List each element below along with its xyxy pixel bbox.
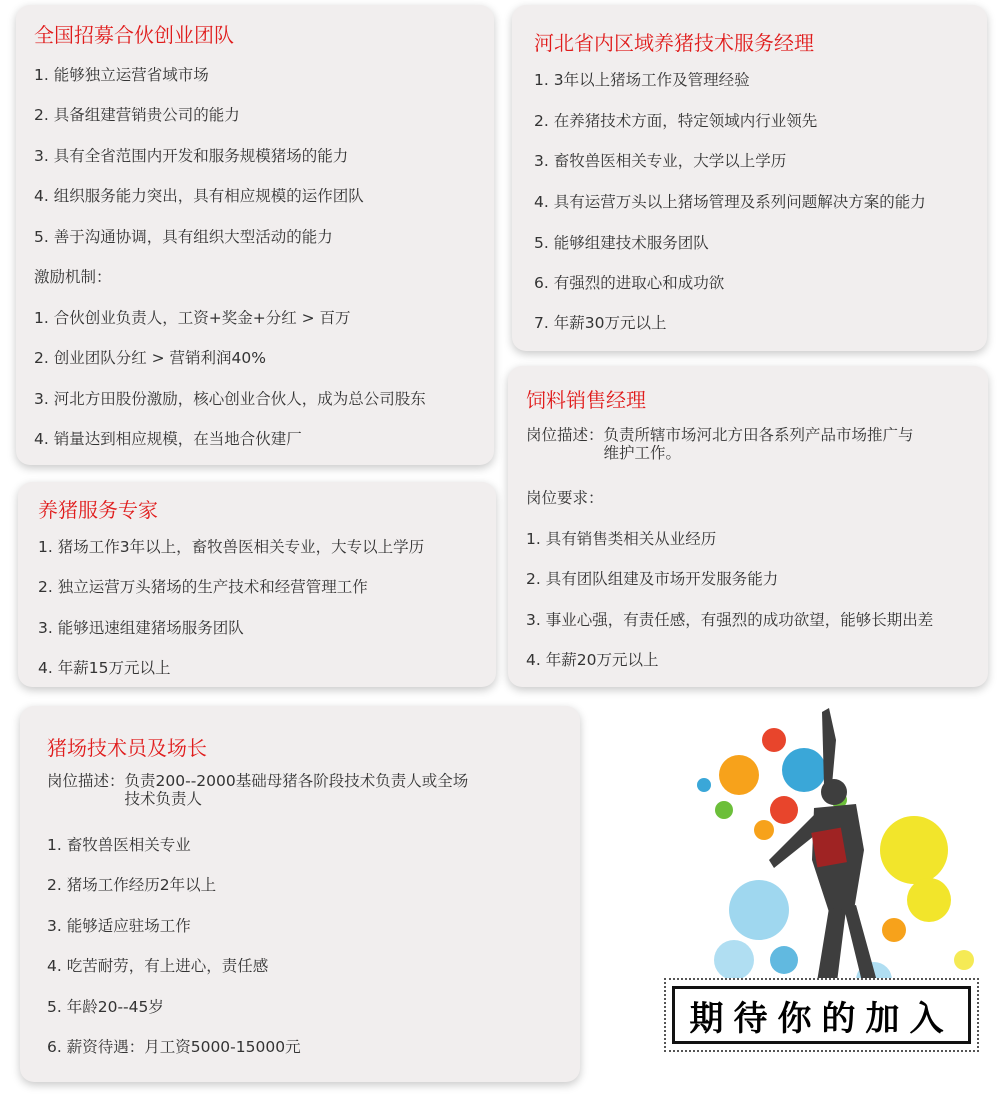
job-description [526,426,946,462]
list-item: 3. 畜牧兽医相关专业，大学以上学历 [534,152,787,170]
list-item: 4. 年薪15万元以上 [38,659,171,677]
desc-label: 岗位描述： [47,772,125,790]
recruit-partner-card [16,5,494,465]
list-item: 3. 能够迅速组建猪场服务团队 [38,619,244,637]
list-item: 3. 具有全省范围内开发和服务规模猪场的能力 [34,147,349,165]
list-item: 4. 组织服务能力突出，具有相应规模的运作团队 [34,187,364,205]
join-us-text: 期待你的加入 [689,998,954,1039]
list-item: 4. 销量达到相应规模，在当地合伙建厂 [34,430,302,448]
card-title: 全国招募合伙创业团队 [34,23,234,47]
list-item: 1. 具有销售类相关从业经历 [526,530,717,548]
pig-farm-technician-card [20,706,580,1082]
list-item: 7. 年薪30万元以上 [534,314,667,332]
list-item: 4. 吃苦耐劳，有上进心，责任感 [47,957,269,975]
section-label: 岗位要求： [526,489,604,507]
list-item: 6. 有强烈的进取心和成功欲 [534,274,725,292]
list-item: 1. 畜牧兽医相关专业 [47,836,191,854]
list-item: 5. 年龄20--45岁 [47,998,164,1016]
list-item: 2. 在养猪技术方面，特定领域内行业领先 [534,112,818,130]
card-title: 养猪服务专家 [38,498,158,522]
tech-service-manager-card [512,5,987,351]
join-us-frame [672,986,971,1044]
list-item: 4. 年薪20万元以上 [526,651,659,669]
card-title: 猪场技术员及场长 [47,736,207,760]
list-item: 2. 独立运营万头猪场的生产技术和经营管理工作 [38,578,368,596]
list-item: 2. 具有团队组建及市场开发服务能力 [526,570,779,588]
card-title: 河北省内区域养猪技术服务经理 [534,31,814,55]
section-label: 激励机制： [34,268,112,286]
list-item: 5. 善于沟通协调，具有组织大型活动的能力 [34,228,333,246]
list-item: 3. 河北方田股份激励，核心创业合伙人，成为总公司股东 [34,390,426,408]
list-item: 3. 能够适应驻场工作 [47,917,191,935]
card-title: 饲料销售经理 [526,388,646,412]
list-item: 2. 猪场工作经历2年以上 [47,876,217,894]
list-item: 6. 薪资待遇：月工资5000-15000元 [47,1038,301,1056]
desc-label: 岗位描述： [526,426,604,444]
list-item: 1. 3年以上猪场工作及管理经验 [534,71,750,89]
list-item: 1. 猪场工作3年以上，畜牧兽医相关专业，大专以上学历 [38,538,425,556]
list-item: 3. 事业心强，有责任感，有强烈的成功欲望，能够长期出差 [526,611,934,629]
list-item: 4. 具有运营万头以上猪场管理及系列问题解决方案的能力 [534,193,926,211]
desc-text: 负责200--2000基础母猪各阶段技术负责人或全场技术负责人 [124,772,469,808]
list-item: 2. 创业团队分红 > 营销利润40% [34,349,267,367]
list-item: 2. 具备组建营销贵公司的能力 [34,106,240,124]
job-description [47,772,527,808]
join-us-banner [664,978,979,1052]
desc-text: 负责所辖市场河北方田各系列产品市场推广与维护工作。 [603,426,914,462]
list-item: 1. 能够独立运营省域市场 [34,66,209,84]
list-item: 1. 合伙创业负责人，工资+奖金+分红 > 百万 [34,309,351,327]
feed-sales-manager-card [508,366,988,687]
pig-service-expert-card [18,482,496,687]
list-item: 5. 能够组建技术服务团队 [534,234,709,252]
